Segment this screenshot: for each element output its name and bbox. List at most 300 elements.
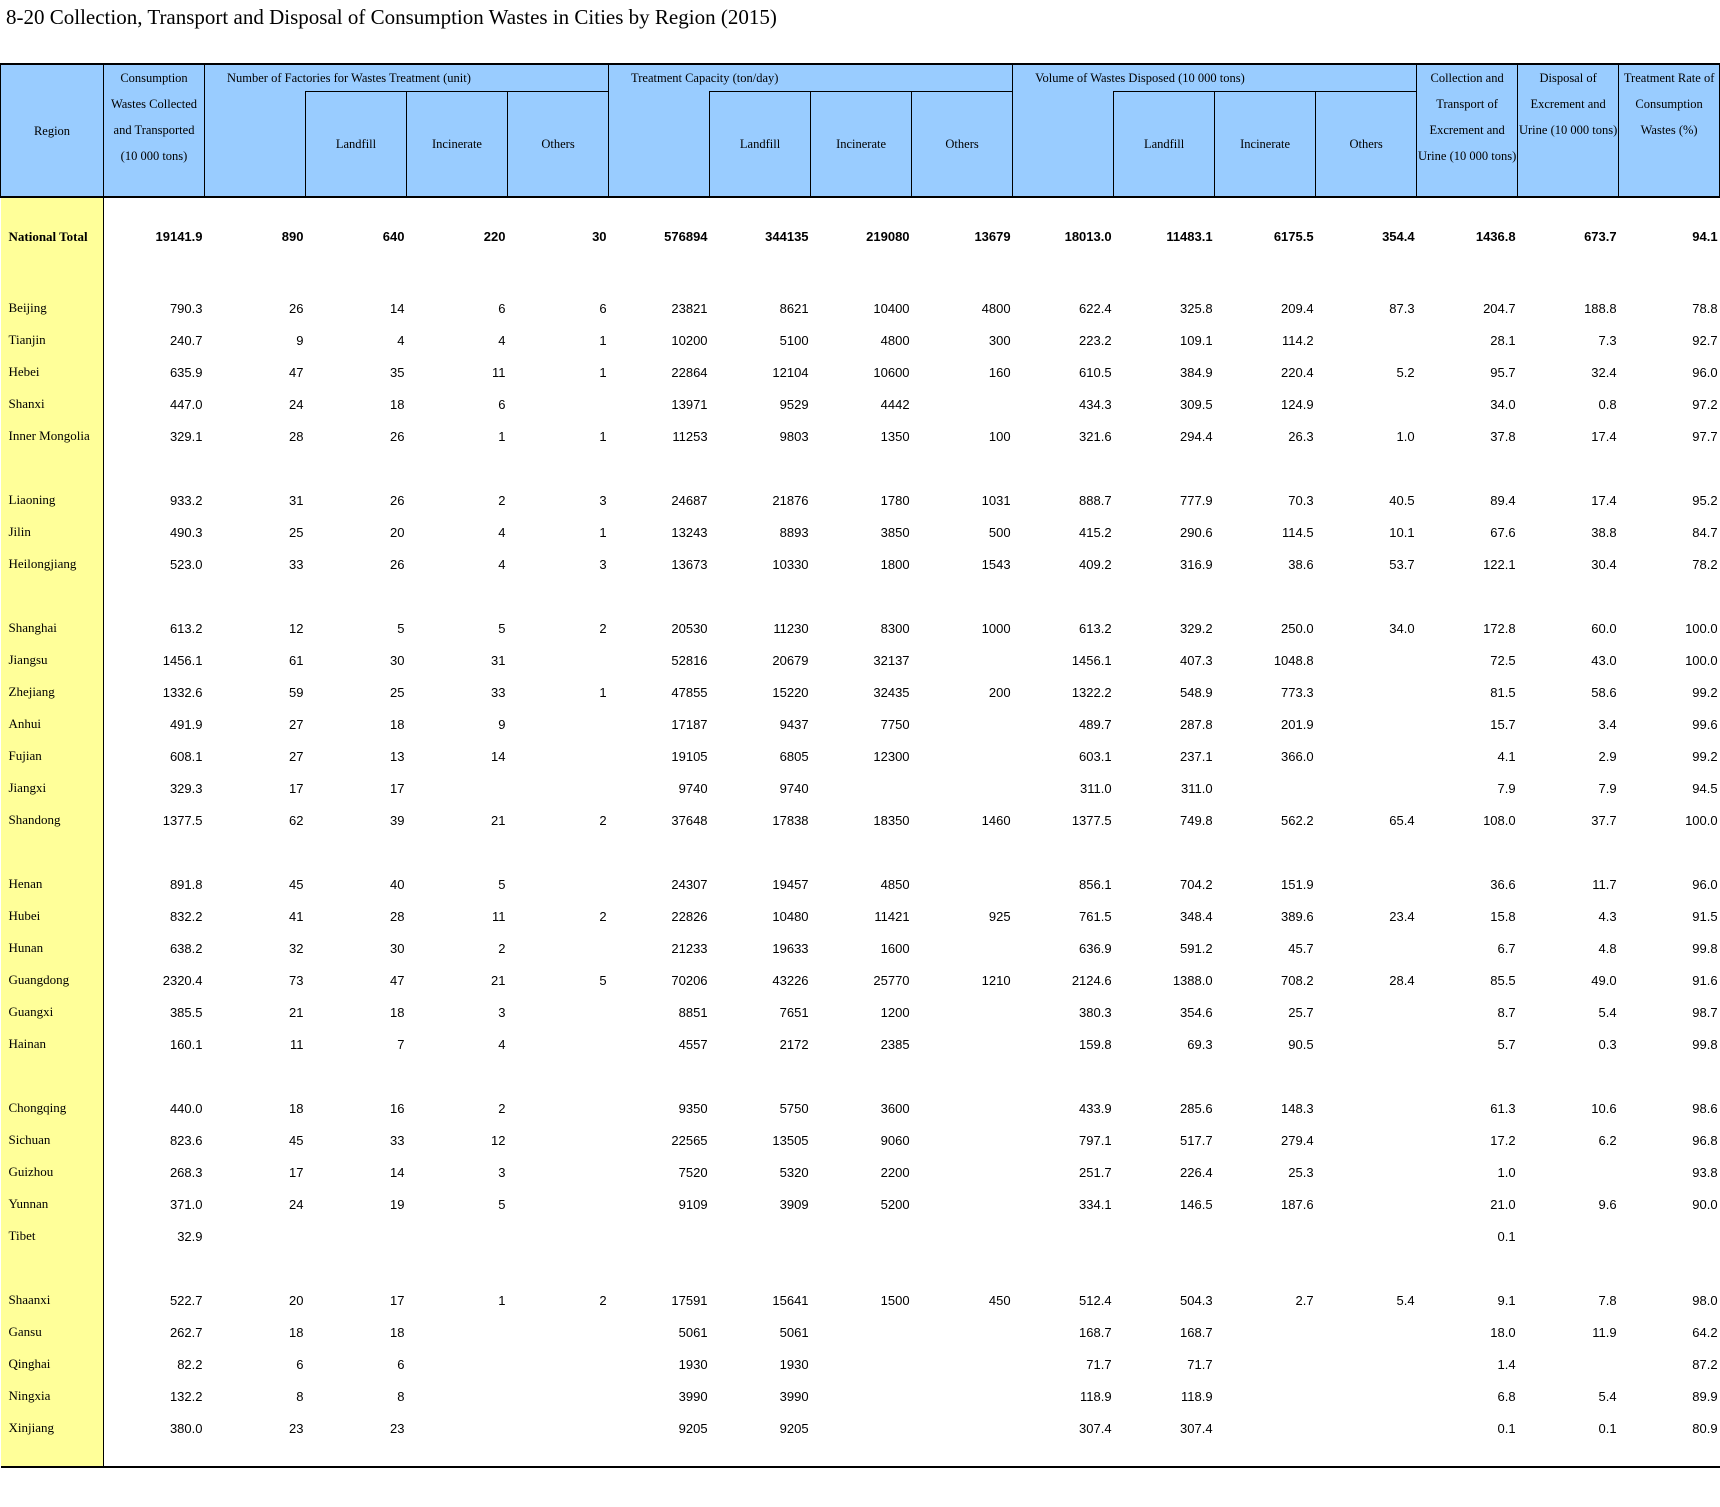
value-cell: 61.3 (1490, 1100, 1516, 1116)
table-row (1, 932, 1720, 964)
value-cell: 65.4 (1389, 812, 1415, 828)
value-cell: 6175.5 (1273, 229, 1314, 244)
value-cell: 12 (289, 620, 304, 636)
value-cell (1316, 740, 1417, 772)
value-cell: 21 (491, 972, 506, 988)
value-cell: 97.7 (1692, 428, 1718, 444)
value-cell: 31 (491, 652, 506, 668)
region-cell: Tibet (1, 1220, 104, 1252)
value-cell: 10600 (873, 364, 910, 380)
value-cell: 3.4 (1598, 716, 1617, 732)
value-cell (811, 1412, 912, 1444)
value-cell: 603.1 (1079, 748, 1112, 764)
value-cell: 209.4 (1281, 300, 1314, 316)
value-cell: 3 (599, 492, 607, 508)
table-row (1, 356, 1720, 388)
value-cell: 40.5 (1389, 492, 1415, 508)
value-cell: 58.6 (1591, 684, 1617, 700)
value-cell: 9060 (880, 1132, 910, 1148)
value-cell: 3 (498, 1004, 506, 1020)
value-cell (912, 1412, 1013, 1444)
value-cell: 285.6 (1180, 1100, 1213, 1116)
value-cell: 8 (296, 1388, 304, 1404)
table-row (1, 324, 1720, 356)
value-cell: 1200 (880, 1004, 910, 1020)
spacer-row (1, 1060, 1720, 1092)
value-cell (508, 644, 609, 676)
value-cell: 4850 (880, 876, 910, 892)
value-cell: 47855 (671, 684, 708, 700)
value-cell: 635.9 (169, 364, 203, 380)
value-cell: 1543 (981, 556, 1011, 572)
value-cell: 591.2 (1180, 940, 1213, 956)
value-cell (1316, 1348, 1417, 1380)
value-cell: 32 (289, 940, 304, 956)
value-cell: 45.7 (1288, 940, 1314, 956)
value-cell: 17591 (671, 1292, 708, 1308)
value-cell: 10480 (772, 908, 809, 924)
value-cell: 61 (289, 652, 304, 668)
value-cell: 610.5 (1079, 364, 1112, 380)
region-cell: Hunan (1, 932, 104, 964)
header-excrement-disposal: Disposal of Excrement and Urine (10 000 tons) (1518, 64, 1619, 197)
value-cell: 2.9 (1598, 748, 1617, 764)
value-cell: 25 (289, 524, 304, 540)
value-cell: 67.6 (1490, 524, 1516, 540)
value-cell: 1031 (981, 492, 1011, 508)
table-row (1, 612, 1720, 644)
value-cell: 60.0 (1591, 620, 1617, 636)
value-cell: 18350 (873, 812, 910, 828)
value-cell: 12104 (772, 364, 809, 380)
value-cell (912, 932, 1013, 964)
value-cell: 20 (289, 1292, 304, 1308)
value-cell: 17.4 (1591, 492, 1617, 508)
value-cell: 18 (390, 1324, 405, 1340)
value-cell: 33 (491, 684, 506, 700)
value-cell: 777.9 (1180, 492, 1213, 508)
value-cell: 23.4 (1389, 908, 1415, 924)
value-cell: 4.3 (1598, 908, 1617, 924)
value-cell (407, 1348, 508, 1380)
value-cell (912, 1220, 1013, 1252)
value-cell: 20530 (671, 620, 708, 636)
value-cell: 640 (382, 229, 405, 244)
table-row (1, 1156, 1720, 1188)
value-cell: 11421 (874, 908, 910, 924)
value-cell: 9.1 (1497, 1292, 1516, 1308)
value-cell: 30.4 (1591, 556, 1617, 572)
value-cell: 71.7 (1187, 1356, 1213, 1372)
value-cell (609, 1220, 710, 1252)
value-cell: 16 (390, 1100, 405, 1116)
value-cell: 773.3 (1281, 684, 1314, 700)
value-cell: 148.3 (1281, 1100, 1314, 1116)
value-cell: 118.9 (1080, 1388, 1112, 1404)
value-cell: 334.1 (1079, 1196, 1112, 1212)
value-cell: 34.0 (1490, 396, 1516, 412)
value-cell: 856.1 (1079, 876, 1112, 892)
value-cell (912, 1124, 1013, 1156)
value-cell: 28.4 (1389, 972, 1415, 988)
value-cell (407, 1316, 508, 1348)
value-cell (407, 772, 508, 804)
value-cell: 95.7 (1490, 364, 1516, 380)
table-row (1, 1028, 1720, 1060)
value-cell: 5.4 (1598, 1004, 1617, 1020)
value-cell (912, 1092, 1013, 1124)
value-cell: 1 (599, 364, 607, 380)
value-cell: 9437 (779, 716, 809, 732)
value-cell: 23821 (671, 300, 708, 316)
value-cell: 262.7 (169, 1324, 203, 1340)
header-incinerate: Incinerate (407, 92, 508, 198)
value-cell: 307.4 (1180, 1420, 1213, 1436)
value-cell: 23 (289, 1420, 304, 1436)
value-cell: 26.3 (1288, 428, 1314, 444)
value-cell: 132.2 (169, 1388, 203, 1404)
value-cell: 13505 (772, 1132, 809, 1148)
region-cell: Qinghai (1, 1348, 104, 1380)
value-cell: 3600 (880, 1100, 910, 1116)
value-cell: 5.4 (1598, 1388, 1617, 1404)
value-cell: 71.7 (1086, 1356, 1112, 1372)
value-cell: 504.3 (1180, 1292, 1213, 1308)
value-cell: 25770 (873, 972, 910, 988)
value-cell: 11.7 (1592, 876, 1617, 892)
region-cell: Shanghai (1, 612, 104, 644)
value-cell: 47 (289, 364, 304, 380)
value-cell: 91.5 (1692, 908, 1718, 924)
value-cell: 89.9 (1692, 1388, 1718, 1404)
region-cell: Guizhou (1, 1156, 104, 1188)
value-cell (306, 1220, 407, 1252)
value-cell: 22565 (671, 1132, 708, 1148)
value-cell: 4800 (981, 300, 1011, 316)
spacer-row (1, 260, 1720, 292)
value-cell: 34.0 (1389, 620, 1415, 636)
table-row (1, 740, 1720, 772)
value-cell: 85.5 (1490, 972, 1516, 988)
value-cell: 11 (492, 364, 506, 380)
value-cell: 891.8 (169, 876, 203, 892)
value-cell: 98.0 (1692, 1292, 1718, 1308)
value-cell: 407.3 (1180, 652, 1213, 668)
value-cell: 704.2 (1180, 876, 1213, 892)
value-cell: 188.8 (1584, 300, 1617, 316)
value-cell (912, 1380, 1013, 1412)
value-cell: 160.1 (169, 1036, 203, 1052)
region-cell: Jilin (1, 516, 104, 548)
value-cell (1316, 1188, 1417, 1220)
value-cell: 72.5 (1490, 652, 1516, 668)
table-row (1, 868, 1720, 900)
value-cell: 200 (988, 684, 1011, 700)
value-cell: 5 (599, 972, 607, 988)
value-cell: 761.5 (1079, 908, 1112, 924)
value-cell (1215, 1380, 1316, 1412)
value-cell: 10400 (873, 300, 910, 316)
value-cell (811, 772, 912, 804)
value-cell: 9205 (779, 1420, 809, 1436)
value-cell: 4.8 (1598, 940, 1617, 956)
value-cell: 12300 (873, 748, 910, 764)
value-cell: 888.7 (1079, 492, 1112, 508)
value-cell: 1460 (981, 812, 1011, 828)
value-cell (1316, 932, 1417, 964)
value-cell: 13673 (671, 556, 708, 572)
value-cell: 15641 (772, 1292, 809, 1308)
value-cell: 7 (397, 1036, 405, 1052)
value-cell: 9740 (678, 780, 708, 796)
value-cell (1215, 1412, 1316, 1444)
value-cell: 43226 (772, 972, 809, 988)
value-cell: 8893 (779, 524, 809, 540)
value-cell: 80.9 (1692, 1420, 1718, 1436)
value-cell: 9109 (678, 1196, 708, 1212)
table-row (1, 1316, 1720, 1348)
value-cell: 389.6 (1281, 908, 1314, 924)
value-cell: 5061 (678, 1324, 708, 1340)
value-cell: 52816 (671, 652, 708, 668)
table-row (1, 708, 1720, 740)
value-cell (1215, 1348, 1316, 1380)
value-cell: 636.9 (1079, 940, 1112, 956)
value-cell (811, 1348, 912, 1380)
value-cell: 9 (498, 716, 506, 732)
value-cell: 220.4 (1281, 364, 1314, 380)
value-cell (912, 772, 1013, 804)
region-cell: Yunnan (1, 1188, 104, 1220)
value-cell: 37.8 (1490, 428, 1516, 444)
value-cell: 93.8 (1692, 1164, 1718, 1180)
value-cell: 118.9 (1181, 1388, 1213, 1404)
value-cell: 1.4 (1497, 1356, 1516, 1372)
table-row (1, 1348, 1720, 1380)
value-cell: 64.2 (1692, 1324, 1718, 1340)
spacer-row (1, 836, 1720, 868)
table-row (1, 548, 1720, 580)
value-cell: 325.8 (1180, 300, 1213, 316)
value-cell: 100 (988, 428, 1011, 444)
value-cell: 491.9 (169, 716, 203, 732)
value-cell: 1388.0 (1172, 972, 1213, 988)
value-cell (1316, 388, 1417, 420)
table-row (1, 1380, 1720, 1412)
value-cell: 33 (289, 556, 304, 572)
value-cell: 11483.1 (1166, 229, 1213, 244)
value-cell: 450 (988, 1292, 1011, 1308)
value-cell: 25.3 (1288, 1164, 1314, 1180)
value-cell: 433.9 (1079, 1100, 1112, 1116)
value-cell: 2 (498, 940, 506, 956)
value-cell: 9205 (678, 1420, 708, 1436)
value-cell: 18 (390, 396, 405, 412)
value-cell: 25.7 (1288, 1004, 1314, 1020)
value-cell: 2 (498, 1100, 506, 1116)
value-cell (1518, 1156, 1619, 1188)
table-row (1, 1284, 1720, 1316)
value-cell: 31 (289, 492, 304, 508)
value-cell (508, 1092, 609, 1124)
value-cell: 1 (599, 684, 607, 700)
header-capacity-cont (609, 92, 710, 198)
value-cell: 21 (289, 1004, 304, 1020)
header-factories-cont (205, 92, 306, 198)
table-row (1, 292, 1720, 324)
value-cell: 12 (491, 1132, 506, 1148)
table-row (1, 516, 1720, 548)
value-cell: 4442 (880, 396, 910, 412)
value-cell: 1 (498, 428, 506, 444)
value-cell: 30 (592, 229, 607, 244)
value-cell: 2 (498, 492, 506, 508)
value-cell (912, 708, 1013, 740)
value-cell: 49.0 (1591, 972, 1617, 988)
value-cell (1114, 1220, 1215, 1252)
value-cell: 45 (289, 1132, 304, 1148)
value-cell: 608.1 (169, 748, 203, 764)
value-cell: 5 (498, 1196, 506, 1212)
header-landfill: Landfill (710, 92, 811, 198)
value-cell: 562.2 (1281, 812, 1314, 828)
table-row (1, 420, 1720, 452)
value-cell: 10.6 (1591, 1100, 1617, 1116)
value-cell: 708.2 (1281, 972, 1314, 988)
value-cell: 17838 (772, 812, 809, 828)
value-cell: 638.2 (169, 940, 203, 956)
value-cell: 187.6 (1281, 1196, 1314, 1212)
value-cell: 237.1 (1180, 748, 1213, 764)
value-cell: 3990 (678, 1388, 708, 1404)
table-row (1, 772, 1720, 804)
value-cell: 5.4 (1396, 1292, 1415, 1308)
value-cell: 17 (289, 1164, 304, 1180)
header-landfill: Landfill (306, 92, 407, 198)
value-cell: 2 (599, 812, 607, 828)
statistics-table (0, 63, 1720, 1468)
value-cell (710, 1220, 811, 1252)
value-cell: 1 (498, 1292, 506, 1308)
value-cell: 13679 (974, 229, 1011, 244)
value-cell: 168.7 (1180, 1324, 1213, 1340)
header-volume-cont (1013, 92, 1114, 198)
value-cell: 32137 (873, 652, 910, 668)
value-cell: 673.7 (1584, 229, 1617, 244)
table-row (1, 676, 1720, 708)
value-cell: 98.7 (1692, 1004, 1718, 1020)
value-cell: 371.0 (169, 1196, 203, 1212)
value-cell: 15.8 (1490, 908, 1516, 924)
value-cell: 1600 (880, 940, 910, 956)
value-cell: 5 (498, 620, 506, 636)
value-cell: 4 (498, 556, 506, 572)
value-cell: 108.0 (1483, 812, 1516, 828)
value-cell: 98.6 (1692, 1100, 1718, 1116)
value-cell: 17 (390, 780, 405, 796)
value-cell (205, 1220, 306, 1252)
value-cell: 96.0 (1692, 364, 1718, 380)
value-cell: 415.2 (1079, 524, 1112, 540)
value-cell: 1.0 (1396, 428, 1415, 444)
table-row (1, 484, 1720, 516)
value-cell: 99.2 (1692, 684, 1718, 700)
value-cell: 0.1 (1497, 1420, 1516, 1436)
value-cell (1316, 1156, 1417, 1188)
value-cell: 613.2 (169, 620, 203, 636)
header-others: Others (1316, 92, 1417, 198)
value-cell: 30 (390, 652, 405, 668)
value-cell: 26 (390, 556, 405, 572)
region-cell: Zhejiang (1, 676, 104, 708)
header-incinerate: Incinerate (1215, 92, 1316, 198)
value-cell: 1 (599, 524, 607, 540)
value-cell: 311.0 (1080, 780, 1112, 796)
value-cell: 354.4 (1382, 229, 1415, 244)
value-cell (1316, 996, 1417, 1028)
value-cell: 17 (390, 1292, 405, 1308)
value-cell: 523.0 (169, 556, 203, 572)
value-cell: 81.5 (1490, 684, 1516, 700)
value-cell: 2200 (880, 1164, 910, 1180)
header-collected: Consumption Wastes Collected and Transported (10 000 tons) (104, 64, 205, 197)
value-cell: 17187 (671, 716, 708, 732)
region-cell: Tianjin (1, 324, 104, 356)
region-cell: Liaoning (1, 484, 104, 516)
value-cell: 749.8 (1180, 812, 1213, 828)
value-cell: 0.1 (1598, 1420, 1617, 1436)
value-cell (508, 1156, 609, 1188)
region-cell: Shaanxi (1, 1284, 104, 1316)
header-others: Others (508, 92, 609, 198)
value-cell: 9529 (779, 396, 809, 412)
value-cell: 6 (498, 396, 506, 412)
value-cell (1316, 868, 1417, 900)
value-cell (508, 1028, 609, 1060)
value-cell: 8851 (678, 1004, 708, 1020)
value-cell: 27 (289, 716, 304, 732)
value-cell (912, 1188, 1013, 1220)
value-cell: 73 (289, 972, 304, 988)
value-cell: 219080 (866, 229, 910, 244)
header-landfill: Landfill (1114, 92, 1215, 198)
value-cell: 7.9 (1598, 780, 1617, 796)
region-cell: Inner Mongolia (1, 420, 104, 452)
value-cell: 15.7 (1490, 716, 1516, 732)
value-cell (508, 1412, 609, 1444)
value-cell: 4557 (678, 1036, 708, 1052)
value-cell: 122.1 (1483, 556, 1516, 572)
value-cell: 124.9 (1281, 396, 1314, 412)
value-cell (407, 1380, 508, 1412)
value-cell: 220 (483, 229, 506, 244)
value-cell: 294.4 (1180, 428, 1213, 444)
value-cell (912, 388, 1013, 420)
value-cell: 90.0 (1692, 1196, 1718, 1212)
value-cell: 1930 (779, 1356, 809, 1372)
value-cell: 6.7 (1497, 940, 1516, 956)
value-cell: 62 (289, 812, 304, 828)
value-cell (508, 1348, 609, 1380)
value-cell: 7.8 (1598, 1292, 1617, 1308)
region-cell: Sichuan (1, 1124, 104, 1156)
value-cell (508, 1188, 609, 1220)
value-cell: 21 (491, 812, 506, 828)
value-cell: 37.7 (1591, 812, 1617, 828)
value-cell: 22864 (671, 364, 708, 380)
value-cell (508, 1380, 609, 1412)
value-cell: 223.2 (1079, 332, 1112, 348)
